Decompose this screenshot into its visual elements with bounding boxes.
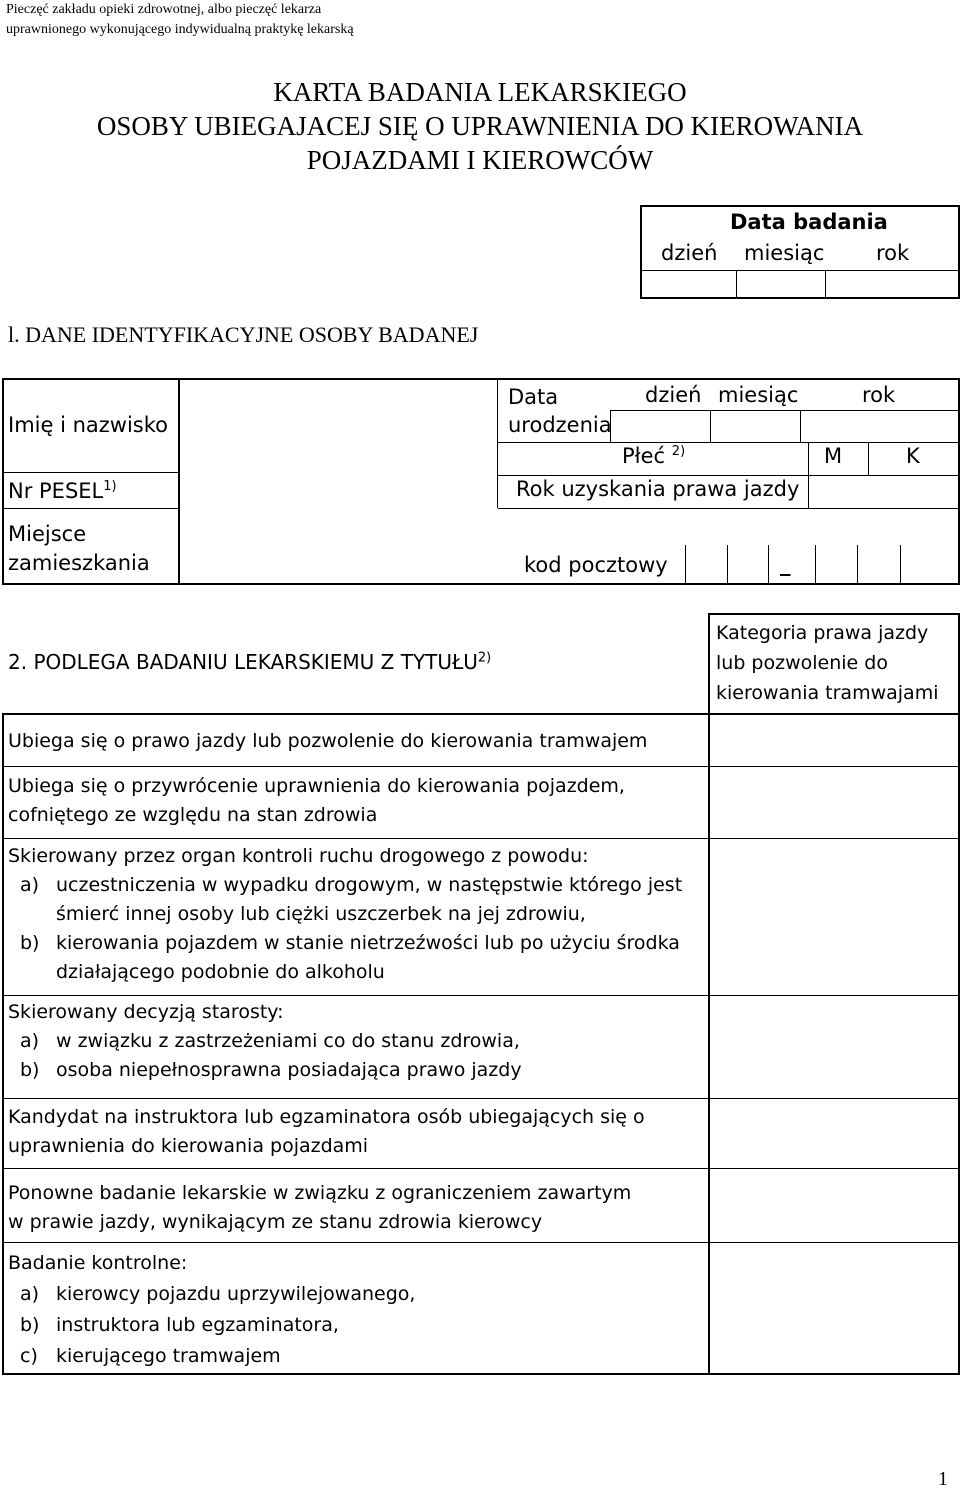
category-field-row-4[interactable] xyxy=(710,996,959,1098)
license-year-field[interactable] xyxy=(809,476,959,507)
stamp-line-2: uprawnionego wykonującego indywidualną praktykę lekarską xyxy=(6,22,354,37)
birth-year-label: rok xyxy=(862,383,896,407)
category-header: Kategoria prawa jazdy lub pozwolenie do kierowania tramwajami xyxy=(716,622,939,704)
title-line-3: POJAZDAMI I KIEROWCÓW xyxy=(306,145,654,175)
stamp-line-1: Pieczęć zakładu opieki zdrowotnej, albo pieczęć lekarza xyxy=(6,2,322,17)
exam-date-year-label: rok xyxy=(876,241,910,265)
exam-date-year-field[interactable] xyxy=(826,271,959,298)
category-field-row-2[interactable] xyxy=(710,767,959,838)
title-line-2: OSOBY UBIEGAJACEJ SIĘ O UPRAWNIENIA DO KIEROWANIA xyxy=(96,111,864,141)
basis-row-instructor-candidate: Kandydat na instruktora lub egzaminatora osób ubiegających się o uprawnienia do kierowania pojazdami xyxy=(8,1106,645,1157)
exam-date-month-field[interactable] xyxy=(641,271,736,298)
sex-option-m[interactable]: M xyxy=(824,444,843,468)
license-year-label: Rok uzyskania prawa jazdy xyxy=(516,477,800,501)
category-field-row-7[interactable] xyxy=(710,1243,959,1374)
basis-row-restoration: Ubiega się o przywrócenie uprawnienia do kierowania pojazdem, cofniętego ze względu na stan zdrowia xyxy=(8,775,625,826)
basis-row-traffic-control-referral: Skierowany przez organ kontroli ruchu drogowego z powodu: a) uczestniczenia w wypadku drogowym, w następstwie którego jest śmierć innej osoby lub ciężki uszczerbek na jej zdrowiu, b) kierowania pojazdem w stanie nietrzeźwości lub po użyciu środka działającego podobnie do alkoholu xyxy=(8,845,683,983)
pesel-label: Nr PESEL$^{1)}$ xyxy=(8,479,117,503)
exam-date-month-label: miesiąc xyxy=(744,241,825,265)
title-line-1: KARTA BADANIA LEKARSKIEGO xyxy=(273,77,687,107)
exam-date-header: Data badania xyxy=(730,210,888,234)
exam-date-day-label: dzień xyxy=(661,241,718,265)
sex-option-k[interactable]: K xyxy=(906,444,920,468)
category-field-row-1[interactable] xyxy=(710,714,959,766)
stamp-placeholder xyxy=(6,0,354,40)
name-label: Imię i nazwisko xyxy=(8,413,169,437)
sex-label: Płeć $^{2)}$ xyxy=(622,444,686,468)
category-field-row-6[interactable] xyxy=(710,1169,959,1242)
pesel-field[interactable] xyxy=(180,474,496,507)
address-field[interactable] xyxy=(180,510,510,583)
category-field-row-3[interactable] xyxy=(710,839,959,995)
address-label: Miejsce zamieszkania xyxy=(8,522,150,575)
basis-row-control-exam: Badanie kontrolne: a) kierowcy pojazdu uprzywilejowanego, b) instruktora lub egzaminatora, c) kierującego tramwajem xyxy=(8,1252,416,1367)
birth-day-field[interactable] xyxy=(611,411,710,442)
postal-code-dash: _ xyxy=(780,552,791,576)
birth-month-label: miesiąc xyxy=(718,383,799,407)
section-1-title: l. DANE IDENTYFIKACYJNE OSOBY BADANEJ xyxy=(8,322,479,347)
category-field-row-5[interactable] xyxy=(710,1099,959,1168)
basis-row-repeat-exam: Ponowne badanie lekarskie w związku z ograniczeniem zawartym w prawie jazdy, wynikającym ze stanu zdrowia kierowcy xyxy=(8,1182,632,1233)
birth-year-field[interactable] xyxy=(801,411,959,442)
exam-date-day-field[interactable] xyxy=(737,271,825,298)
postal-code-label: kod pocztowy xyxy=(524,553,668,577)
document-title xyxy=(0,75,960,177)
section-2-title: 2. PODLEGA BADANIU LEKARSKIEMU Z TYTUŁU$^{2)}$ xyxy=(8,650,492,674)
birth-day-label: dzień xyxy=(645,383,702,407)
birth-date-label: Data urodzenia xyxy=(508,385,612,437)
birth-month-field[interactable] xyxy=(711,411,800,442)
basis-row-license-application: Ubiega się o prawo jazdy lub pozwolenie do kierowania tramwajem xyxy=(8,730,648,752)
basis-row-starost-decision: Skierowany decyzją starosty: a) w związku z zastrzeżeniami co do stanu zdrowia, b) osoba niepełnosprawna posiadająca prawo jazdy xyxy=(8,1001,522,1081)
page-number: 1 xyxy=(938,1468,948,1490)
name-field[interactable] xyxy=(180,380,496,471)
